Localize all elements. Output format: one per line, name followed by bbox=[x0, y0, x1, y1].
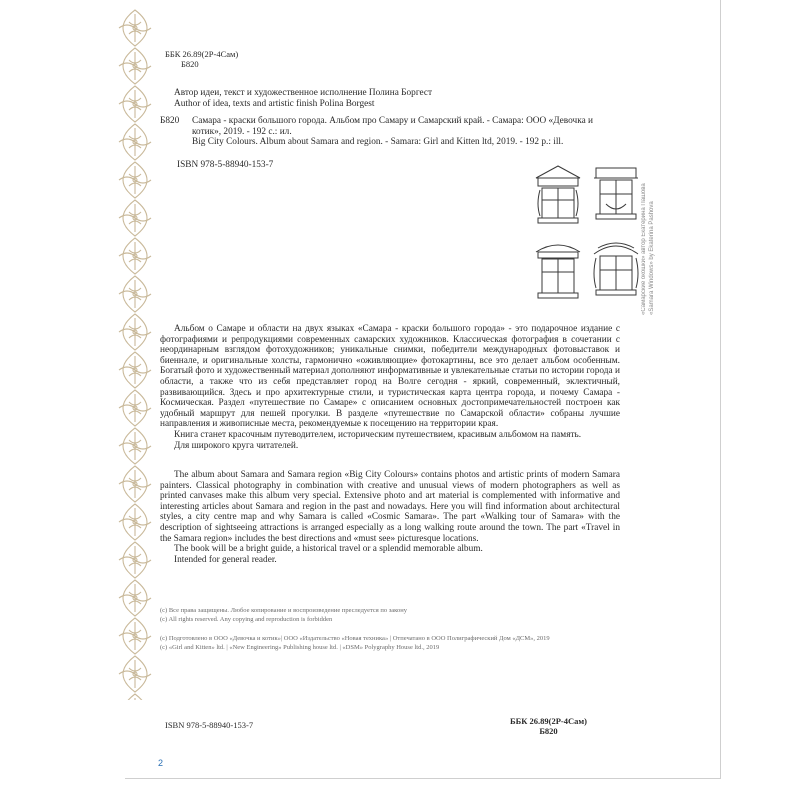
isbn-top: ISBN 978-5-88940-153-7 bbox=[177, 160, 274, 170]
footer-isbn: ISBN 978-5-88940-153-7 bbox=[165, 720, 254, 730]
rights-ru: (с) Все права защищены. Любое копирование и воспроизведение преследуется по закону bbox=[160, 607, 407, 614]
footer-bbk-code: ББК 26.89(2Р-4Сам) bbox=[510, 716, 588, 726]
annotation-ru-paragraph: Для широкого круга читателей. bbox=[174, 440, 299, 451]
windows-illustration bbox=[528, 160, 648, 300]
biblio-en: Big City Colours. Album about Samara and region. - Samara: Girl and Kitten ltd, 2019. - 192 p.: ill. bbox=[192, 137, 564, 148]
author-block bbox=[174, 88, 634, 109]
bbk-index: Б820 bbox=[181, 59, 199, 69]
window-drawing-2 bbox=[594, 168, 638, 219]
footer-bbk bbox=[510, 716, 587, 736]
bbk-block bbox=[165, 49, 238, 69]
biblio-block bbox=[192, 116, 617, 148]
prepared-ru: (с) Подготовлено в ООО «Девочка и котик»| ООО «Издательство «Новая техника» | Отпечатано в ООО Полиграфический Дом «ДСМ», 2019 bbox=[160, 635, 550, 642]
illustration-credit-ru: «Самарские окошки» автор Екатерина Пашова bbox=[641, 183, 647, 315]
author-ru: Автор идеи, текст и художественное исполнение Полина Боргест bbox=[174, 88, 433, 98]
annotation-en-paragraph: Intended for general reader. bbox=[174, 554, 277, 565]
prepared-block bbox=[160, 634, 630, 652]
biblio-index: Б820 bbox=[160, 116, 180, 126]
annotation-ru-paragraph: Книга станет красочным путеводителем, историческим путешествием, красивым альбомом на память. bbox=[174, 429, 582, 440]
window-drawing-3 bbox=[536, 245, 580, 298]
rights-block bbox=[160, 606, 630, 624]
annotation-en bbox=[160, 470, 620, 565]
window-drawing-1 bbox=[536, 166, 580, 223]
annotation-ru bbox=[160, 324, 620, 451]
rights-en: (c) All rights reserved. Any copying and reproduction is forbidden bbox=[160, 616, 333, 623]
annotation-ru-paragraph: Альбом о Самаре и области на двух языках «Самара - краски большого города» - это подарочное издание с фотографиями и репродукциями современных самарских художников. Классическая фотография в сочетании с неординарным взглядом фотохудожников; уникальные снимки, победители международных фотовыставок и биеннале, и оригинальные холсты, гармонично «оживляющие» фотокартины, все это делает альбом особенным. Богатый фото и художественный материал дополняют информативные и увлекательные статьи по истории города и области, а также что из себя представляет город на Волге сегодня - яркий, современный, эклектичный, развивающийся. Здесь и про архитектурные стили, и туристическая карта центра города, и почему Самара - Космическая. Раздел «путешествие по Самаре» с описанием основных достопримечательностей построен как удобный маршрут для пешей прогулки. В разделе «путешествие по Самарской области» собраны лучшие направления и живописные места, рекомендуемые к посещению на территории края. bbox=[160, 324, 620, 430]
page-number: 2 bbox=[158, 758, 164, 768]
annotation-en-paragraph: The book will be a bright guide, a historical travel or a splendid memorable album. bbox=[174, 544, 483, 555]
author-en: Author of idea, texts and artistic finish Polina Borgest bbox=[174, 98, 375, 109]
annotation-en-paragraph: The album about Samara and Samara region «Big City Colours» contains photos and artistic prints of modern Samara painters. Classical photography in combination with creative and unusual views of modern photographers as well as printed canvases make this album very special. Extensive photo and art material is complemented with informative and interesting articles about Samara and region in the past and nowadays. Here you will find information about architectural styles, a city centre map and why Samara is called «Cosmic Samara». The part «Walking tour of Samara» with the description of sightseeing attractions is arranged especially as a long walking route around the town. The part «Travel in the Samara region» includes the best directions and «must see» picturesque locations. bbox=[160, 470, 620, 544]
footer-bbk-index: Б820 bbox=[539, 726, 558, 736]
window-drawing-4 bbox=[594, 243, 638, 295]
prepared-en: (с) «Girl and Kitten» ltd. | «New Engineering» Publishing house ltd. | «DSM» Polygraphy House ltd., 2019 bbox=[160, 644, 440, 651]
bbk-code: ББК 26.89(2Р-4Сам) bbox=[165, 49, 239, 59]
biblio-ru: Самара - краски большого города. Альбом про Самару и Самарский край. - Самара: ООО «Девочка и котик», 2019. - 192 с.: ил. bbox=[192, 116, 593, 137]
illustration-credit bbox=[640, 165, 664, 315]
illustration-credit-en: «Samara Windows» by Ekaterina Pashova bbox=[649, 201, 655, 315]
